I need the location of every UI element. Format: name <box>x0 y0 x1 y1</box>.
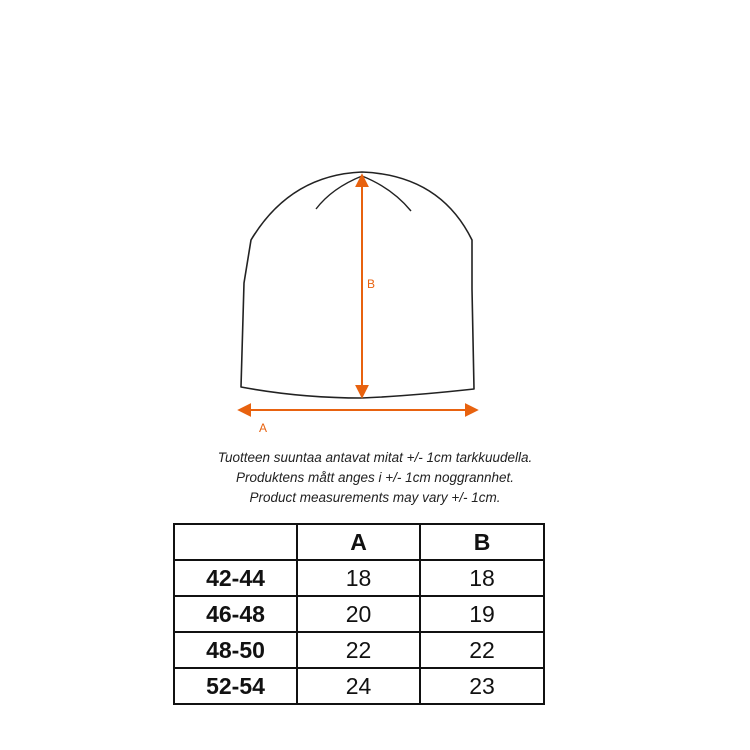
note-finnish: Tuotteen suuntaa antavat mitat +/- 1cm tarkkuudella. <box>217 450 533 465</box>
size-table <box>173 523 545 705</box>
table-header-row <box>174 524 544 560</box>
header-b: B <box>420 524 544 560</box>
size-cell: 52-54 <box>174 668 297 704</box>
value-a-cell: 24 <box>297 668 420 704</box>
note-swedish: Produktens mått anges i +/- 1cm noggrannhet. <box>235 470 515 485</box>
header-size <box>174 524 297 560</box>
table-row <box>174 632 544 668</box>
size-cell: 42-44 <box>174 560 297 596</box>
crown-seam <box>316 176 411 211</box>
table-row <box>174 668 544 704</box>
value-a-cell: 22 <box>297 632 420 668</box>
table-row <box>174 560 544 596</box>
dimension-b-label: B <box>367 277 376 291</box>
beanie-outline <box>241 172 474 398</box>
size-cell: 48-50 <box>174 632 297 668</box>
value-b-cell: 19 <box>420 596 544 632</box>
table-row <box>174 596 544 632</box>
value-a-cell: 18 <box>297 560 420 596</box>
header-a: A <box>297 524 420 560</box>
value-b-cell: 18 <box>420 560 544 596</box>
dimension-a-label: A <box>259 421 268 435</box>
value-a-cell: 20 <box>297 596 420 632</box>
value-b-cell: 22 <box>420 632 544 668</box>
size-cell: 46-48 <box>174 596 297 632</box>
measurement-notes <box>0 448 750 508</box>
note-english: Product measurements may vary +/- 1cm. <box>249 490 501 505</box>
value-b-cell: 23 <box>420 668 544 704</box>
